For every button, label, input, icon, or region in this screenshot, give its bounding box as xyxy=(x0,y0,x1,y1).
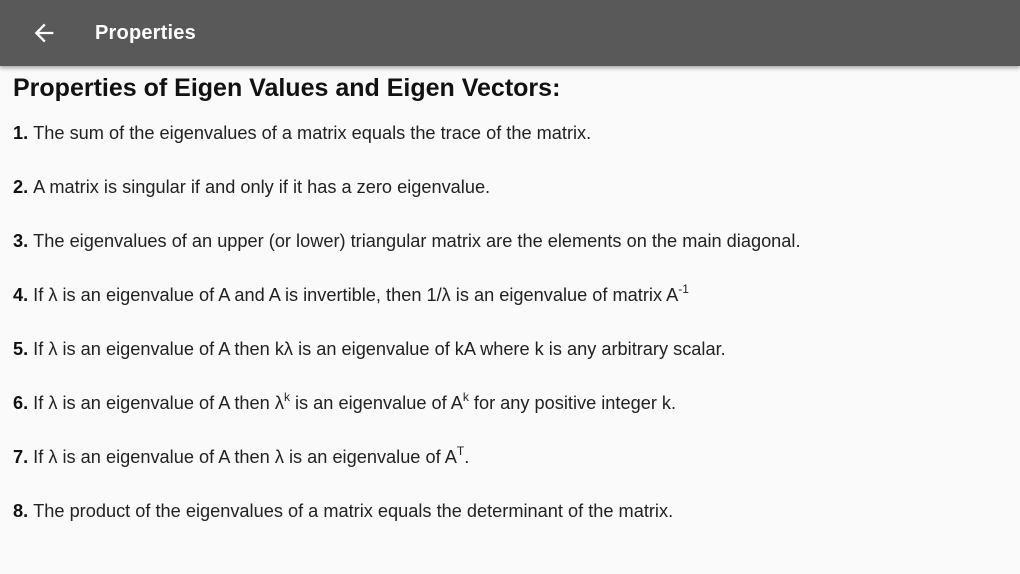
superscript: T xyxy=(456,444,465,458)
superscript: k xyxy=(462,390,469,404)
content-area xyxy=(0,66,1020,524)
property-item-8: 8. The product of the eigenvalues of a matrix equals the determinant of the matrix. xyxy=(13,501,674,521)
back-button[interactable] xyxy=(22,11,66,55)
property-item-2: 2. A matrix is singular if and only if it has a zero eigenvalue. xyxy=(13,177,491,197)
property-item-5: 5. If λ is an eigenvalue of A then kλ is an eigenvalue of kA where k is any arbitrary scalar. xyxy=(13,339,726,359)
superscript: -1 xyxy=(678,282,689,296)
app-bar-title: Properties xyxy=(95,21,196,44)
property-item-1: 1. The sum of the eigenvalues of a matrix equals the trace of the matrix. xyxy=(13,123,592,143)
properties-list xyxy=(13,120,1008,524)
app-bar xyxy=(0,0,1020,66)
superscript: k xyxy=(283,390,290,404)
property-item-7: 7. If λ is an eigenvalue of A then λ is an eigenvalue of $A^T$. xyxy=(13,444,470,467)
page-heading: Properties of Eigen Values and Eigen Vectors: xyxy=(13,74,561,102)
property-item-3: 3. The eigenvalues of an upper (or lower) triangular matrix are the elements on the main diagonal. xyxy=(13,231,801,251)
arrow-left-icon xyxy=(30,19,58,47)
property-item-6: 6. If λ is an eigenvalue of A then $\lambda^k$ is an eigenvalue of $A^k$ for any positive integer k. xyxy=(13,390,677,413)
property-item-4: 4. If λ is an eigenvalue of A and A is invertible, then 1/λ is an eigenvalue of matrix $A^{-1}$ xyxy=(13,282,689,305)
